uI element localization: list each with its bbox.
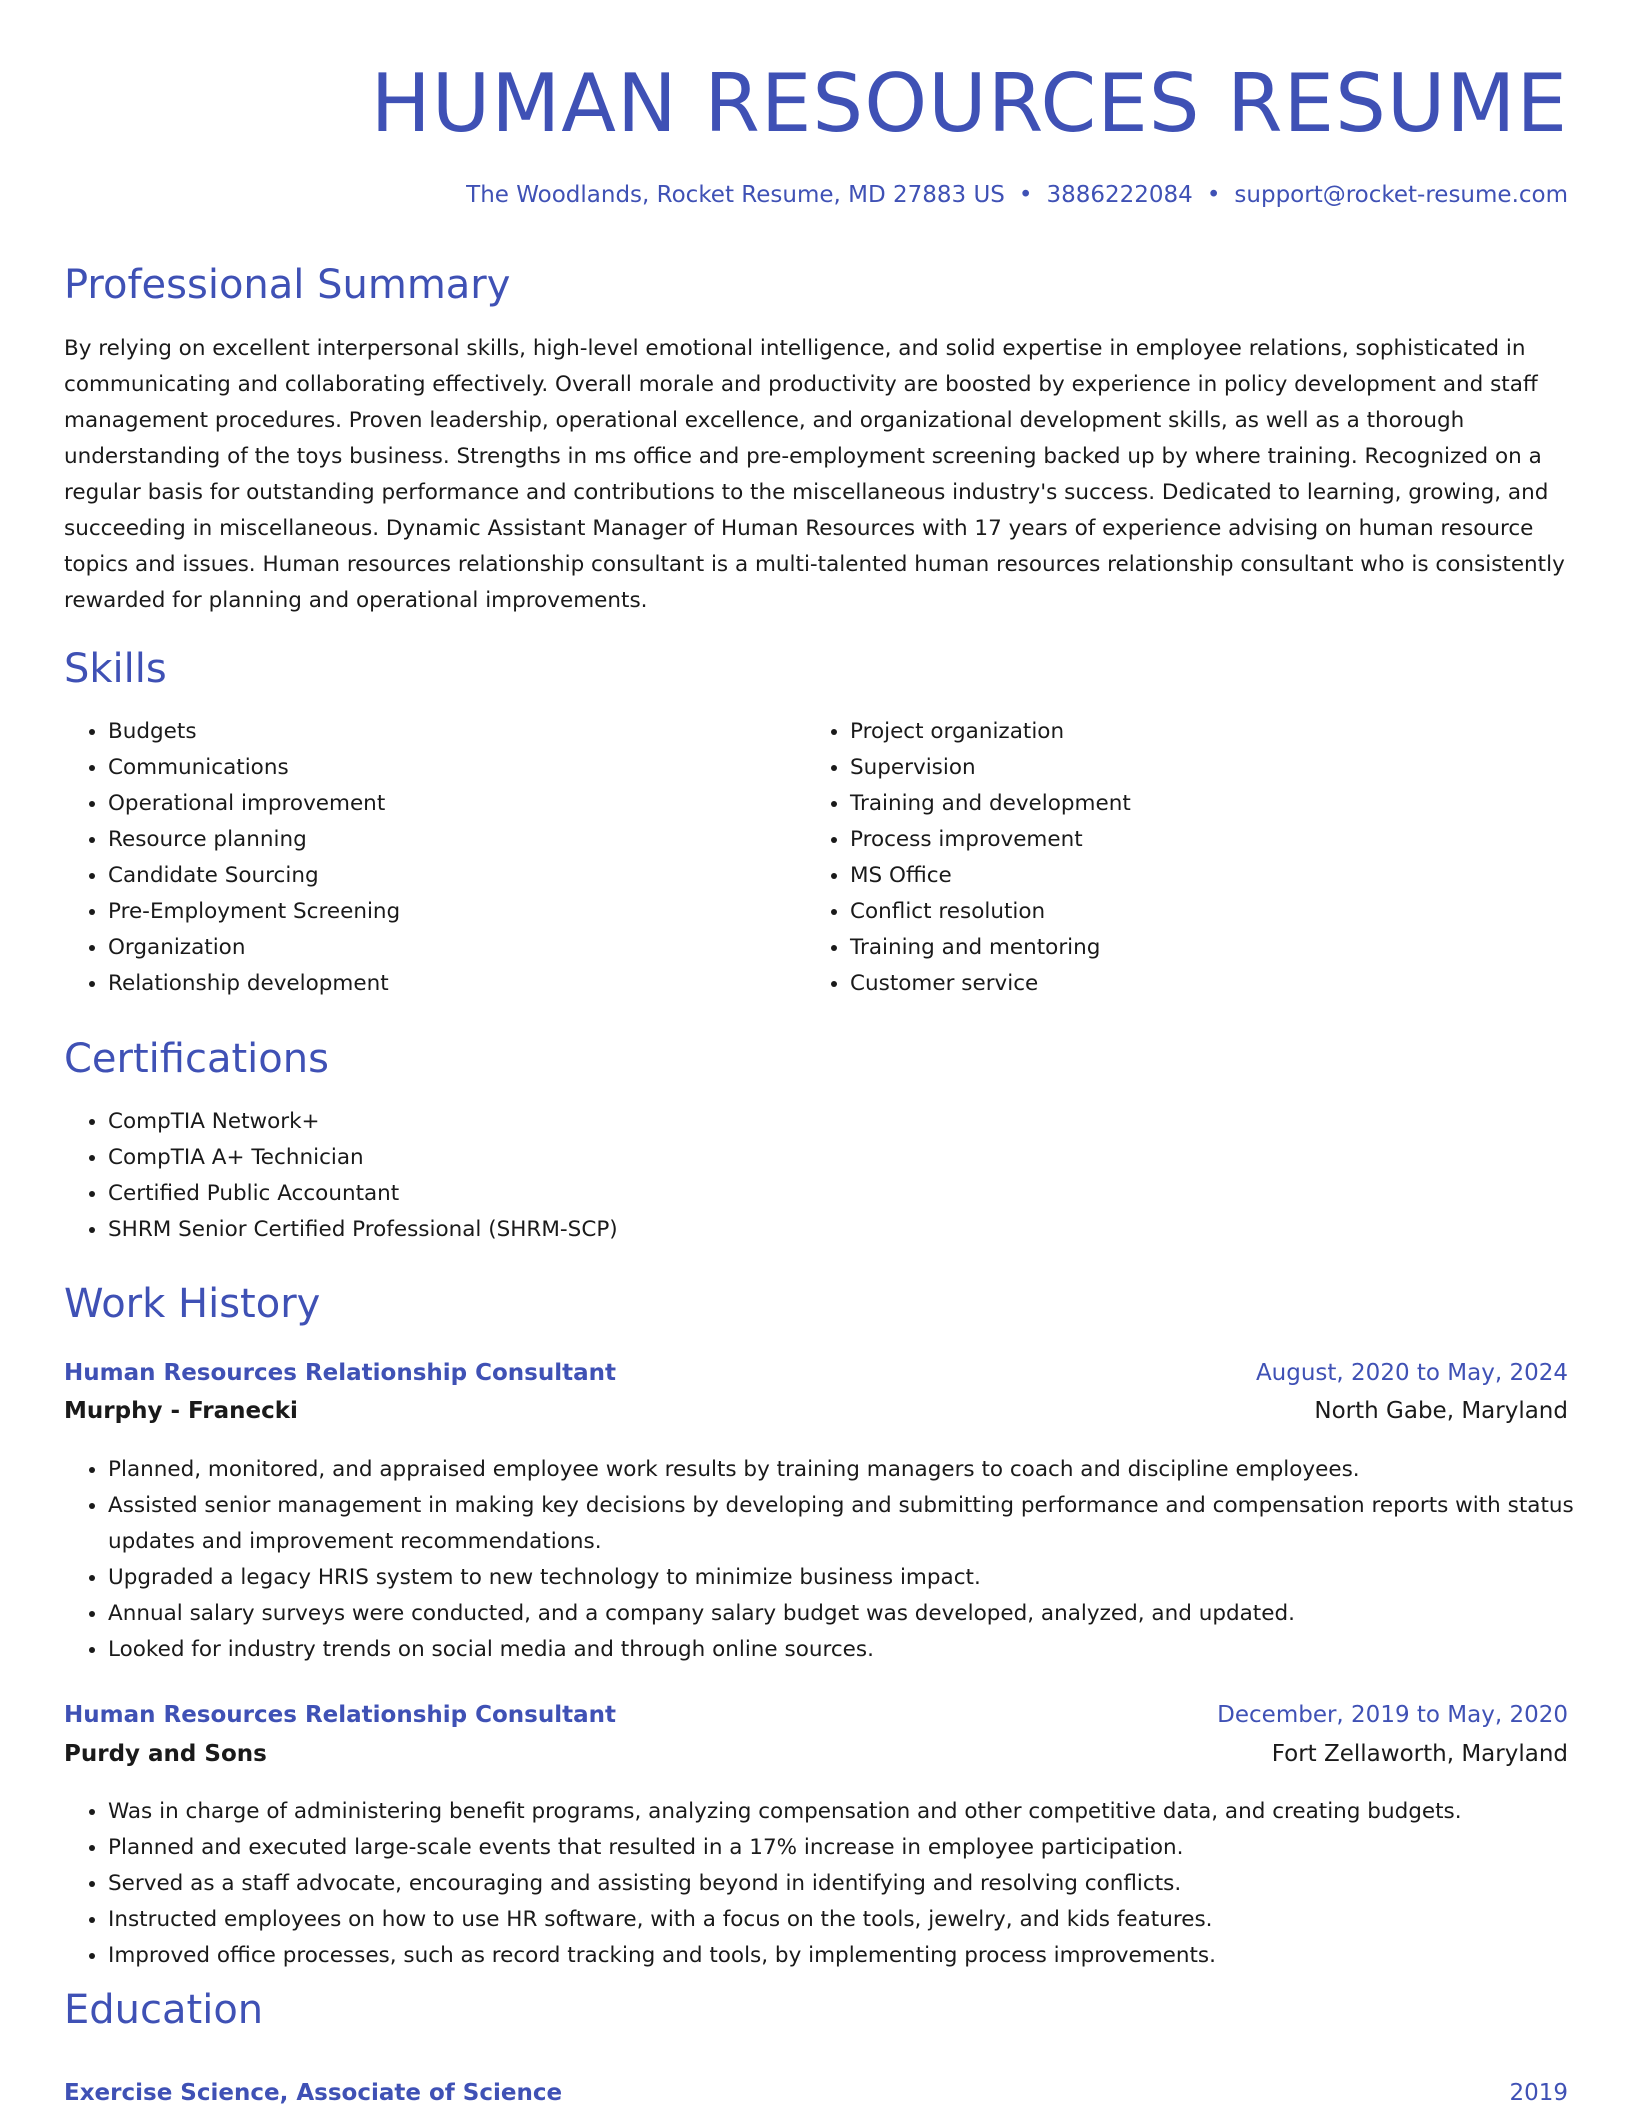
job-company: Purdy and Sons <box>64 1741 267 1767</box>
list-item: • Assisted senior management in making key decisions by developing and submitting performance and compensation reports with status updates and improvement recommendations. <box>108 1488 1578 1560</box>
list-item: • Looked for industry trends on social media and through online sources. <box>108 1632 1578 1668</box>
list-item: • Upgraded a legacy HRIS system to new technology to minimize business impact. <box>108 1560 1578 1596</box>
skills-list-right <box>806 714 1550 1002</box>
job-bullets <box>64 1794 1608 1974</box>
contact-address: The Woodlands, Rocket Resume, MD 27883 US <box>466 182 1005 208</box>
list-item: • Customer service <box>850 966 1550 1002</box>
list-item: • Conflict resolution <box>850 894 1550 930</box>
list-item: • Communications <box>108 750 788 786</box>
list-item: • Training and mentoring <box>850 930 1550 966</box>
job-location: North Gabe, Maryland <box>1314 1398 1568 1424</box>
list-item: • Planned, monitored, and appraised employee work results by training managers to coach and discipline employees. <box>108 1452 1578 1488</box>
list-item: • Was in charge of administering benefit programs, analyzing compensation and other competitive data, and creating budgets. <box>108 1794 1608 1830</box>
list-item: • CompTIA Network+ <box>108 1104 1608 1140</box>
contact-email: support@rocket-resume.com <box>1234 182 1568 208</box>
job-dates: August, 2020 to May, 2024 <box>1255 1360 1568 1386</box>
job-header <box>64 1360 1568 1386</box>
summary-text: By relying on excellent interpersonal skills, high-level emotional intelligence, and solid expertise in employee relations, sophisticated in communicating and collaborating effectively. Overall morale and productivity are boosted by experience in policy development and staff management procedures. Proven leadership, operational excellence, and organizational development skills, as well as a thorough understanding of the toys business. Strengths in ms office and pre-employment screening backed up by where training. Recognized on a regular basis for outstanding performance and contributions to the miscellaneous industry's success. Dedicated to learning, growing, and succeeding in miscellaneous. Dynamic Assistant Manager of Human Resources with 17 years of experience advising on human resource topics and issues. Human resources relationship consultant is a multi-talented human resources relationship consultant who is consistently rewarded for planning and operational improvements. <box>64 336 1565 613</box>
list-item: • Process improvement <box>850 822 1550 858</box>
education-heading: Education <box>64 1987 264 2033</box>
job-company: Murphy - Franecki <box>64 1398 298 1424</box>
job-dates: December, 2019 to May, 2020 <box>1217 1702 1568 1728</box>
certifications-heading: Certifications <box>64 1036 329 1082</box>
contact-separator: • <box>1206 182 1221 208</box>
resume-title: HUMAN RESOURCES RESUME <box>370 57 1568 150</box>
list-item: • Relationship development <box>108 966 788 1002</box>
list-item: • MS Office <box>850 858 1550 894</box>
work-heading: Work History <box>64 1281 321 1327</box>
skills-list-left <box>64 714 788 1002</box>
education-degree: Exercise Science, Associate of Science <box>64 2080 563 2106</box>
job-subheader <box>64 1741 1568 1767</box>
education-row <box>64 2080 1568 2106</box>
job-subheader <box>64 1398 1568 1424</box>
list-item: • Supervision <box>850 750 1550 786</box>
job-title: Human Resources Relationship Consultant <box>64 1702 617 1728</box>
job-location: Fort Zellaworth, Maryland <box>1271 1741 1568 1767</box>
list-item: • Planned and executed large-scale events that resulted in a 17% increase in employee participation. <box>108 1830 1608 1866</box>
list-item: • Certified Public Accountant <box>108 1176 1608 1212</box>
list-item: • Operational improvement <box>108 786 788 822</box>
summary-heading: Professional Summary <box>64 262 511 308</box>
education-year: 2019 <box>1509 2080 1568 2106</box>
list-item: • Served as a staff advocate, encouraging and assisting beyond in identifying and resolving conflicts. <box>108 1866 1608 1902</box>
job-bullets <box>64 1452 1578 1668</box>
job-header <box>64 1702 1568 1728</box>
list-item: • Pre-Employment Screening <box>108 894 788 930</box>
contact-separator: • <box>1018 182 1033 208</box>
list-item: • Improved office processes, such as record tracking and tools, by implementing process improvements. <box>108 1938 1608 1974</box>
contact-line <box>466 182 1568 208</box>
list-item: • Organization <box>108 930 788 966</box>
contact-phone: 3886222084 <box>1046 182 1193 208</box>
certifications-list <box>64 1104 1608 1248</box>
list-item: • Project organization <box>850 714 1550 750</box>
list-item: • Budgets <box>108 714 788 750</box>
list-item: • Training and development <box>850 786 1550 822</box>
list-item: • Resource planning <box>108 822 788 858</box>
list-item: • Candidate Sourcing <box>108 858 788 894</box>
list-item: • Annual salary surveys were conducted, and a company salary budget was developed, analyzed, and updated. <box>108 1596 1578 1632</box>
list-item: • Instructed employees on how to use HR software, with a focus on the tools, jewelry, and kids features. <box>108 1902 1608 1938</box>
skills-heading: Skills <box>64 646 167 692</box>
job-title: Human Resources Relationship Consultant <box>64 1360 617 1386</box>
list-item: • CompTIA A+ Technician <box>108 1140 1608 1176</box>
list-item: • SHRM Senior Certified Professional (SHRM-SCP) <box>108 1212 1608 1248</box>
